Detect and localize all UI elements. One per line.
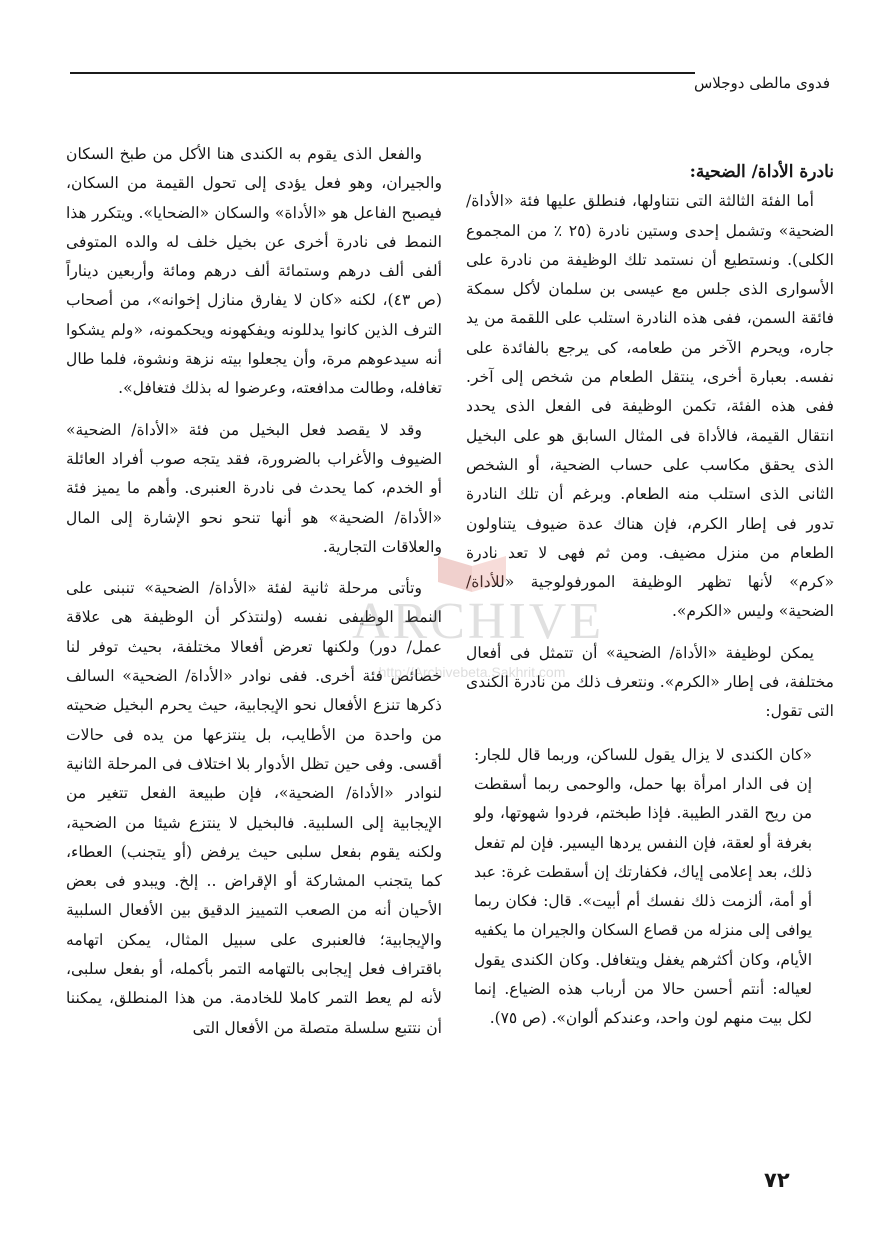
paragraph: والفعل الذى يقوم به الكندى هنا الأكل من طبخ السكان والجيران، وهو فعل يؤدى إلى تحول القيمة من السكان، فيصبح الفاعل هو «الأداة» والسكان «الضحايا». ويتكرر هذا النمط فى نادرة أخرى عن بخيل خلف له والده المتوفى ألفى ألف درهم وستمائة ألف درهم ومائة وأربعين ديناراً (ص ٤٣)، لكنه «كان لا يفارق منازل إخوانه»، من أصحاب الترف الذين كانوا يدللونه ويفكهونه ويحكمونه، «ولم يشكوا أنه سيدعوهم مرة، وأن يجعلوا بيته نزهة ونشوة، فلما طال تغافله، وطالت مدافعته، وعرضوا له بذلك فتغافل». [66, 145, 442, 398]
paragraph: وتأتى مرحلة ثانية لفئة «الأداة/ الضحية» تنبنى على النمط الوظيفى نفسه (ولنتذكر أن الوظيفة هى علاقة عمل/ دور) ولكنها تعرض أفعالا مختلفة، بحيث توفر لنا خصائص فئة أخرى. ففى نوادر «الأداة/ الضحية» السالف ذكرها تنزع الأفعال نحو الإيجابية، حيث يحرم البخيل ضحيته من واحدة من الأطايب، بل ينتزعها من يده فى حالات أقسى. وفى حين تظل الأدوار بلا اختلاف فى المرحلة الثانية لنوادر «الأداة/ الضحية»، فإن طبيعة الفعل تتغير من الإيجابية إلى السلبية. فالبخيل لا ينتزع شيئا من الضحية، ولكنه يقوم بفعل سلبى حيث يرفض (أو يتجنب) العطاء، كما يتجنب المشاركة أو الإقراض .. إلخ. ويبدو فى بعض الأحيان أنه من الصعب التمييز الدقيق بين الأفعال السلبية والإيجابية؛ فالعنبرى على سبيل المثال، يمكن اتهامه باقتراف فعل إيجابى بالتهامه التمر بأكمله، أو بفعل سلبى، لأنه لم يعط التمر كاملا للخادمة. من هذا المنطلق، يمكننا أن نتتبع سلسلة متصلة من الأفعال التى [66, 579, 442, 1037]
header-rule [70, 72, 695, 74]
page-number: ٧٢ [764, 1168, 790, 1192]
block-quote: «كان الكندى لا يزال يقول للساكن، وربما قال للجار: إن فى الدار امرأة بها حمل، والوحمى ربما أسقطت من ريح القدر الطيبة. فإذا طبختم، فردوا شهوتها، ولو بغرفة أو لعقة، فإن النفس يردها اليسير. فإن لم تفعل ذلك، بعد إعلامى إياك، فكفارتك إن أسقطت غرة: عبد أو أمة، ألزمت ذلك نفسك أم أبيت». قال: فكان ربما يوافى إلى منزله من قصاع السكان والجيران ما يكفيه الأيام، وكان أكثرهم يغفل ويتغافل. وكان الكندى يقول لعياله: أنتم أحسن حالا من أرباب هذه الضياع. إنما لكل بيت منهم لون واحد، وعندكم ألوان». (ص ٧٥). [474, 745, 812, 1028]
right-column [466, 158, 834, 1034]
watermark-word: ARCHIVE [352, 593, 605, 650]
section-heading: نادرة الأداة/ الضحية: [689, 162, 834, 182]
paragraph: يمكن لوظيفة «الأداة/ الضحية» أن تتمثل فى أفعال مختلفة، فى إطار «الكرم». ونتعرف ذلك من نادرة الكندى التى تقول: [466, 643, 834, 721]
paragraph: أما الفئة الثالثة التى نتناولها، فنطلق عليها فئة «الأداة/ الضحية» وتشمل إحدى وستين نادرة (٢٥ ٪ من المجموع الكلى). ونستطيع أن نستمد تلك الوظيفة من نادرة على الأسوارى الذى جلس مع عيسى بن سلمان لأكل سمكة فائقة السمن، ففى هذه النادرة استلب على اللقمة من يد جاره، ويحرم الآخر من طعامه، كى يرجع بالفائدة على نفسه. بعبارة أخرى، ينتقل الطعام من شخص إلى آخر. ففى هذه الفئة، تكمن الوظيفة فى الفعل الذى يحدد انتقال القيمة، فالأداة فى المثال السابق هو على البخيل الذى يحقق مكاسب على حساب الضحية، أو الشخص الثانى الذى استلب منه الطعام. وبرغم أن تلك النادرة تدور فى إطار الكرم، فإن هناك عدة ضيوف يتناولون الطعام من منزل مضيف. ومن ثم فهى لا تعد نادرة «كرم» لأنها تظهر الوظيفة المورفولوجية «للأداة/ الضحية» وليس «الكرم». [466, 192, 834, 621]
running-head: فدوى مالطى دوجلاس [693, 74, 830, 92]
left-column [66, 140, 442, 1043]
watermark-url: http://Archivebeta.Sakhrit.com [378, 664, 566, 680]
paragraph: وقد لا يقصد فعل البخيل من فئة «الأداة/ الضحية» الضيوف والأغراب بالضرورة، فقد يتجه صوب أفراد العائلة أو الخدم، كما يحدث فى نادرة العنبرى. وأهم ما يميز فئة «الأداة/ الضحية» هو أنها تنحو نحو الإشارة إلى المال والعلاقات التجارية. [66, 420, 442, 556]
